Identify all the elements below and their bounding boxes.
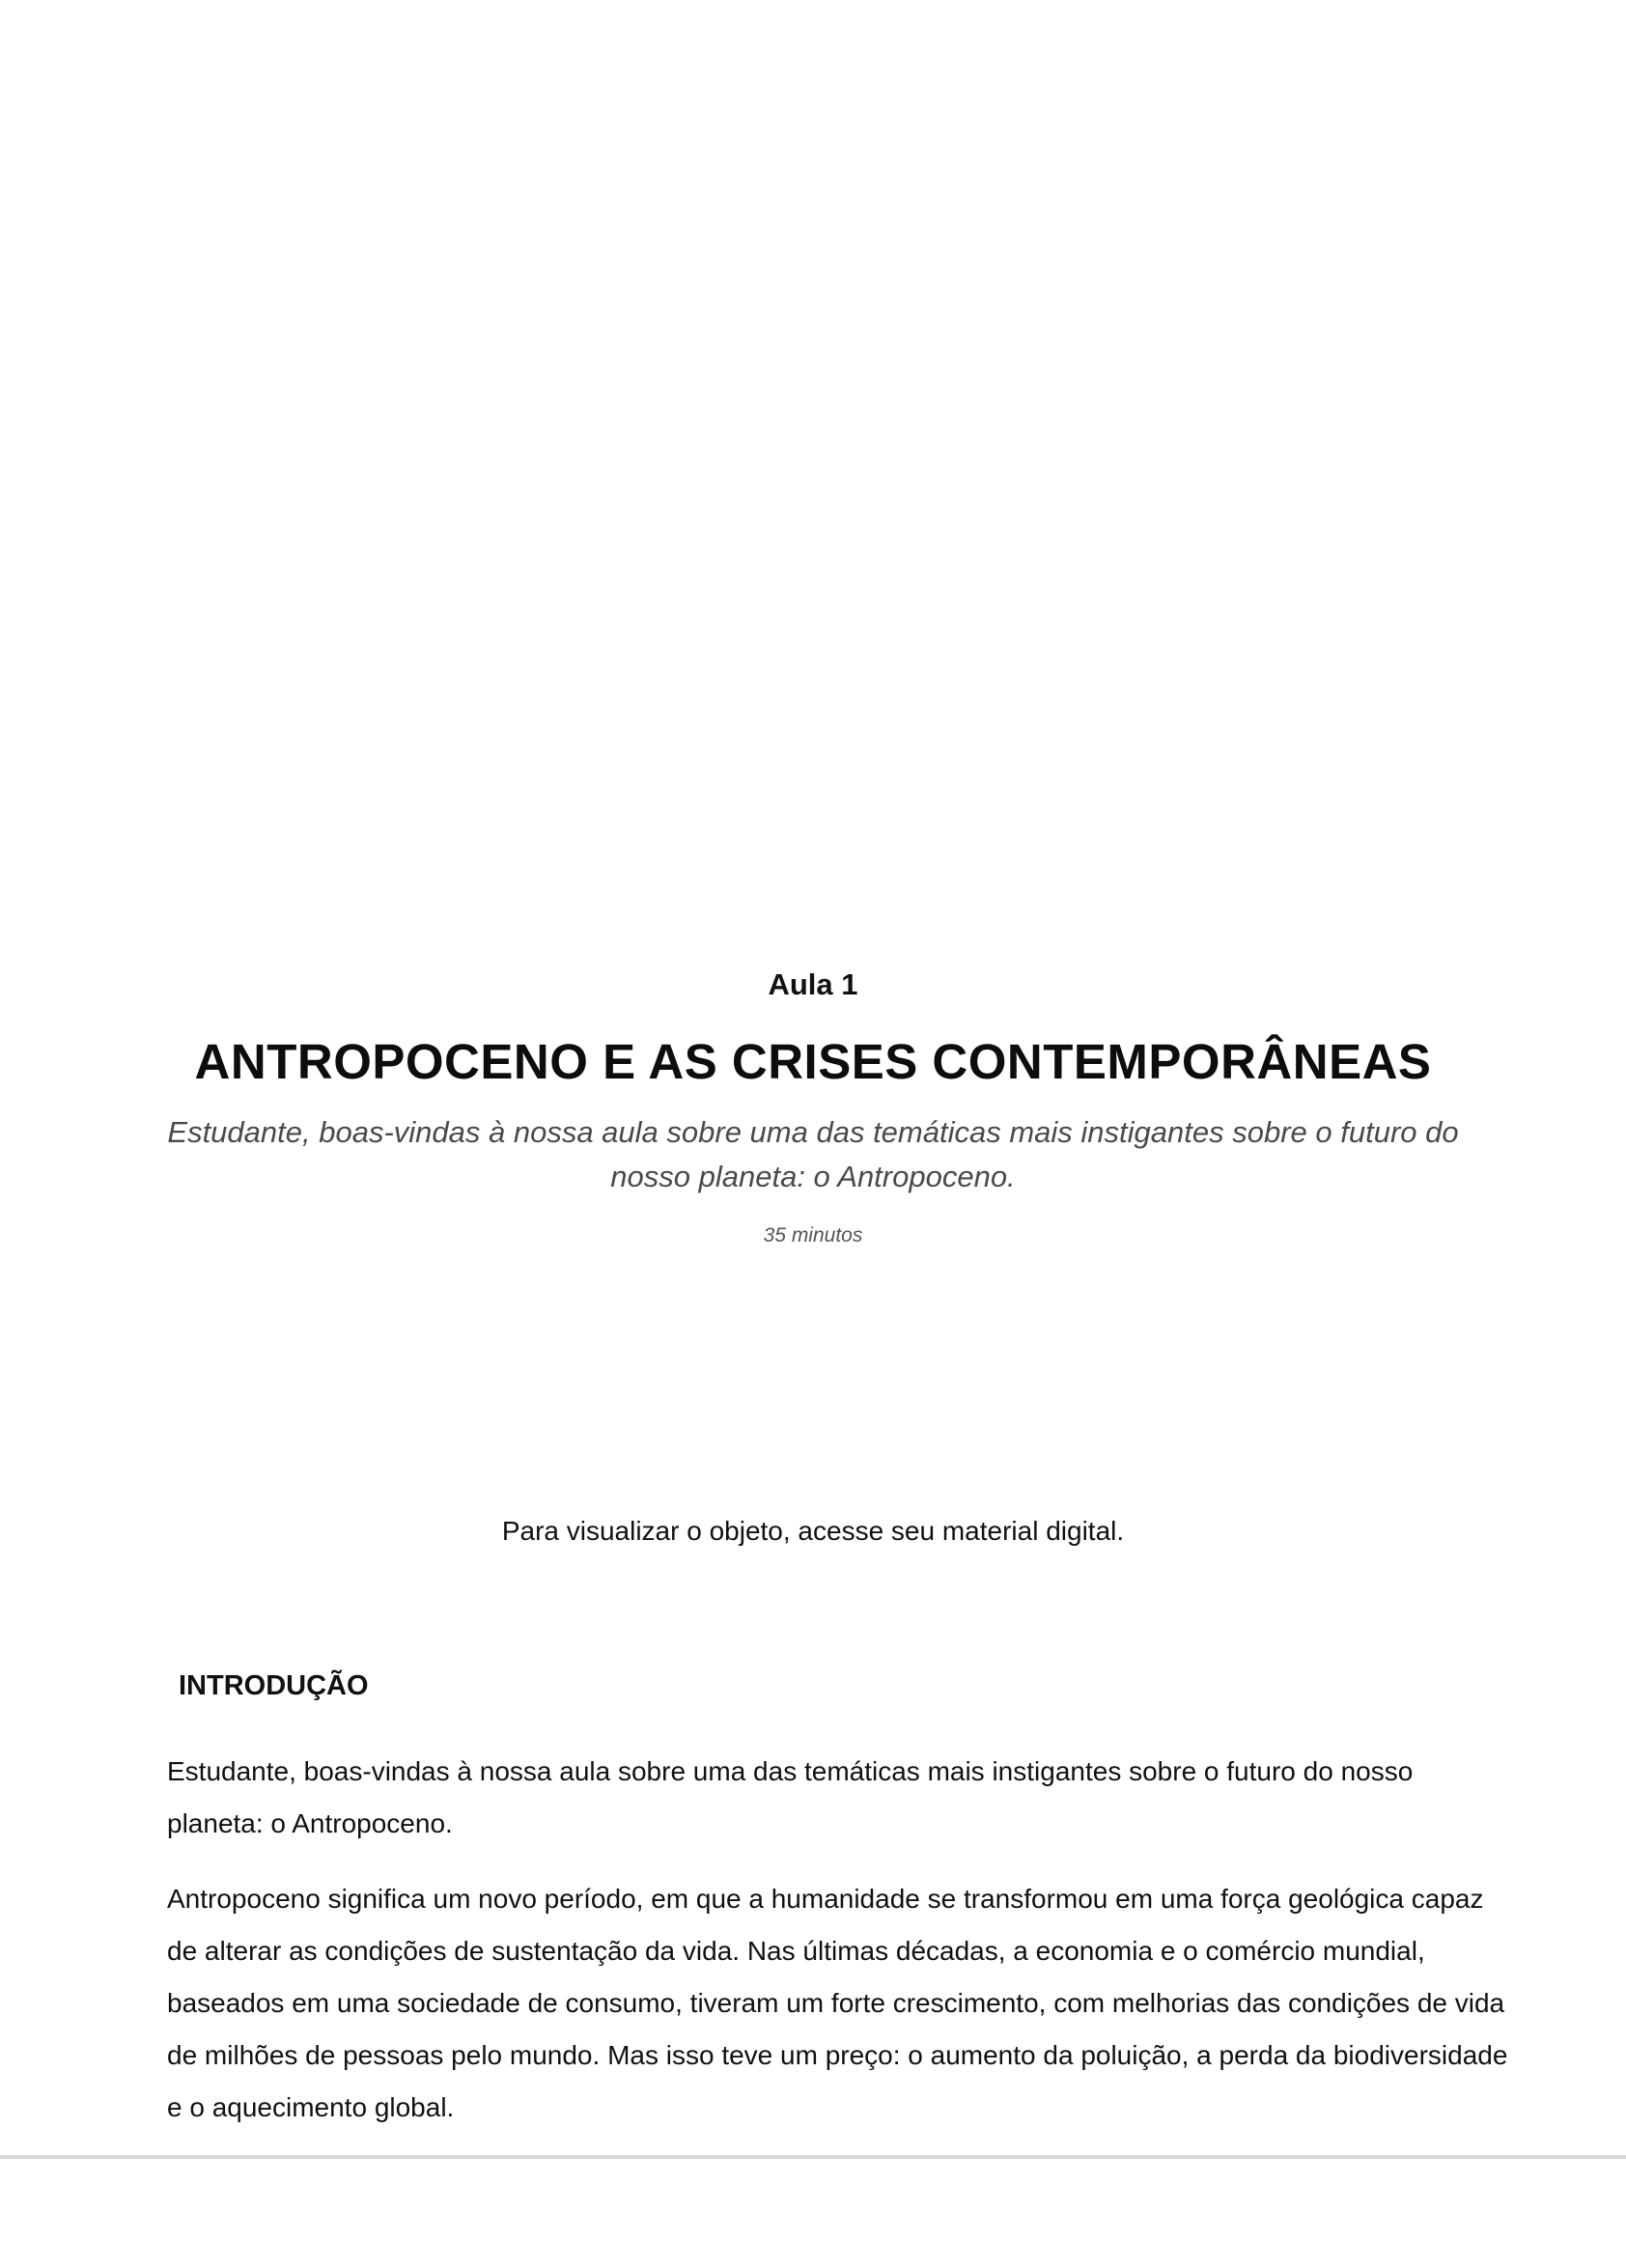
lesson-duration: 35 minutos <box>763 1224 863 1246</box>
digital-object-note: Para visualizar o objeto, acesse seu material digital. <box>501 1516 1125 1546</box>
section-heading-introducao: INTRODUÇÃO <box>179 1670 369 1701</box>
page-title: ANTROPOCENO E AS CRISES CONTEMPORÂNEAS <box>194 1034 1432 1089</box>
page-divider <box>0 2155 1626 2159</box>
intro-paragraph-2: Antropoceno significa um novo período, em que a humanidade se transformou em uma força geológica capaz de alterar as condições de sustentação da vida. Nas últimas décadas, a economia e o comércio mundial, baseados em uma sociedade de consumo, tiveram um forte crescimento, com melhorias das condições de vida de milhões de pessoas pelo mundo. Mas isso teve um preço: o aumento da poluição, a perda da biodiversidade e o aquecimento global. <box>167 1884 1508 2122</box>
lesson-label: Aula 1 <box>768 967 858 1001</box>
lesson-subtitle: Estudante, boas-vindas à nossa aula sobre uma das temáticas mais instigantes sobre o futuro do nosso planeta: o Antropoceno. <box>167 1115 1459 1193</box>
intro-paragraph-1: Estudante, boas-vindas à nossa aula sobre uma das temáticas mais instigantes sobre o futuro do nosso planeta: o Antropoceno. <box>167 1756 1414 1838</box>
